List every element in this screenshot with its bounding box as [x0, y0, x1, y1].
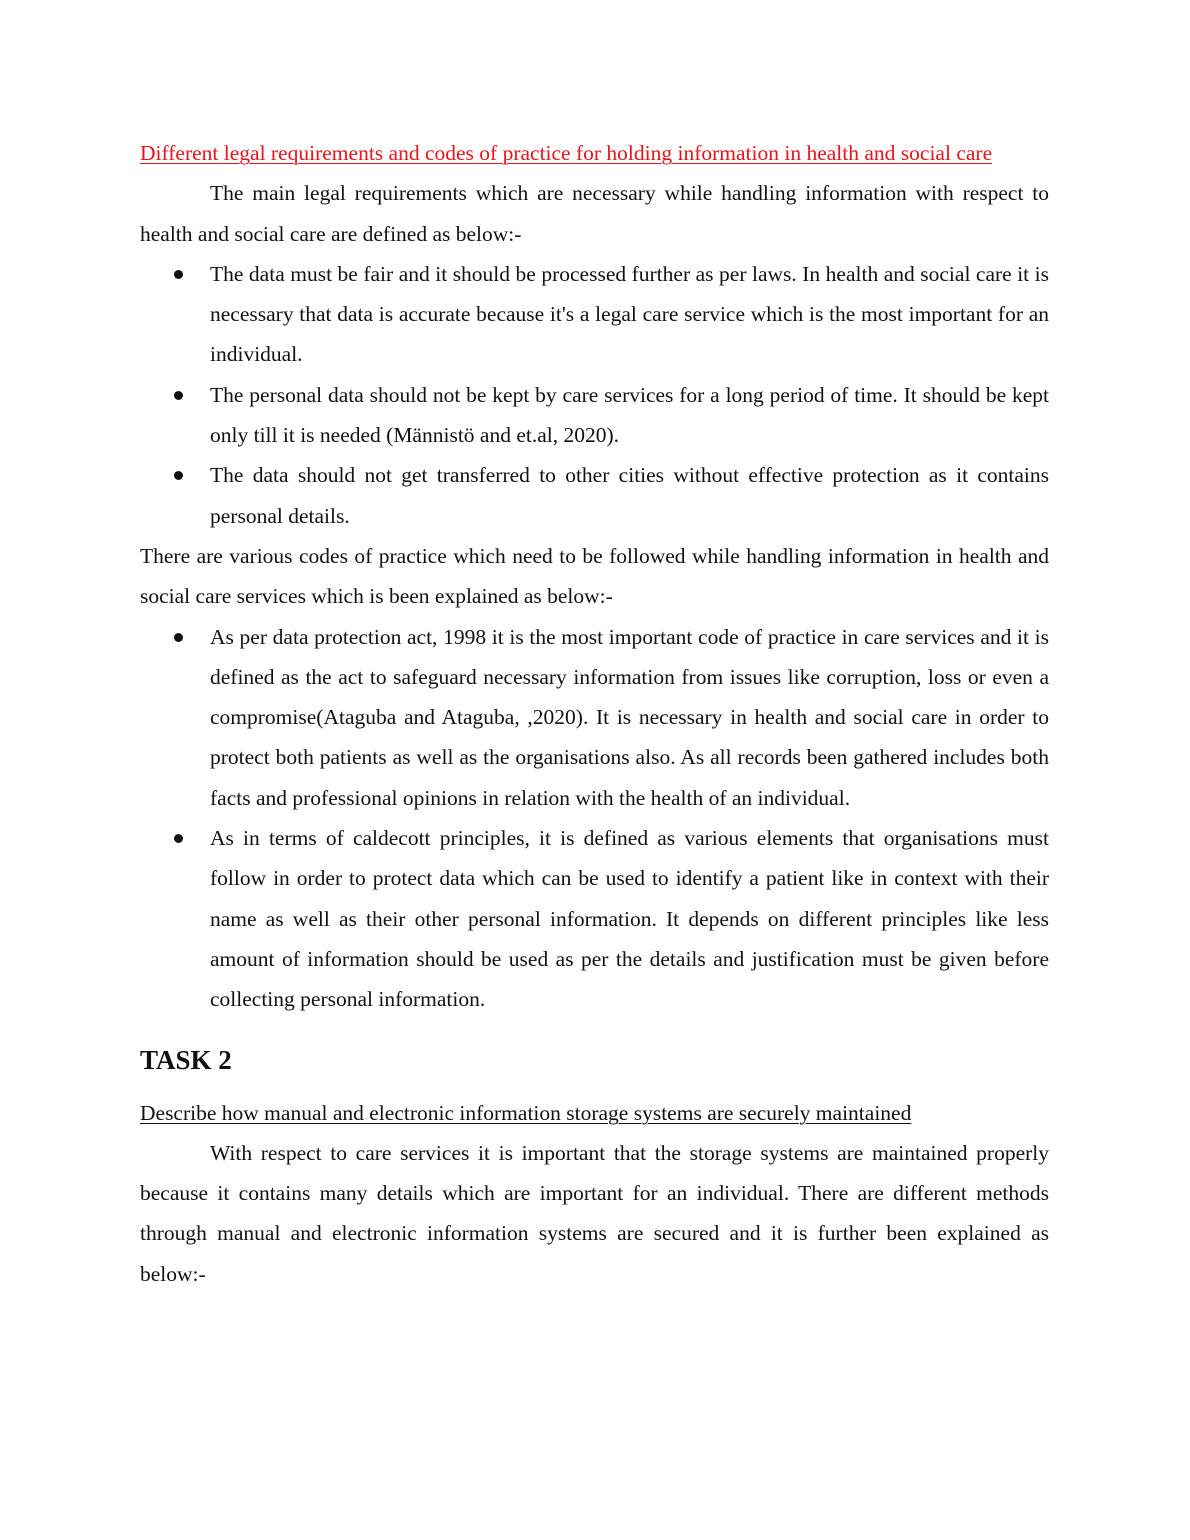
- task-paragraph: With respect to care services it is important that the storage systems are maintained properly because it contains many details which are important for an individual. There are different methods through manual and electronic information systems are secured and it is further been explained as below:-: [140, 1140, 1049, 1286]
- document-page: [140, 133, 1049, 1294]
- list-item-text: The data must be fair and it should be processed further as per laws. In health and social care it is necessary that data is accurate because it's a legal care service which is the most important for an individual.: [210, 261, 1049, 367]
- list-item: [140, 617, 1049, 818]
- list-item: [140, 254, 1049, 375]
- bullet-icon: [174, 391, 183, 400]
- task-title: TASK 2: [140, 1044, 232, 1075]
- list-item: [140, 455, 1049, 536]
- bullet-icon: [174, 270, 183, 279]
- section-heading: Different legal requirements and codes of practice for holding information in health and social care: [140, 141, 993, 165]
- list-item: [140, 375, 1049, 456]
- bullet-icon: [174, 471, 183, 480]
- legal-requirements-intro: The main legal requirements which are necessary while handling information with respect to health and social care are defined as below:-: [140, 181, 1049, 246]
- bullet-icon: [174, 834, 183, 843]
- codes-of-practice-list: [140, 617, 1049, 1020]
- codes-of-practice-intro: There are various codes of practice which need to be followed while handling information in health and social care services which is been explained as below:-: [140, 543, 1049, 609]
- list-item-text: The personal data should not be kept by care services for a long period of time. It should be kept only till it is needed (Männistö and et.al, 2020).: [210, 382, 1049, 448]
- task-subheading: Describe how manual and electronic information storage systems are securely maintained: [140, 1100, 912, 1125]
- list-item-text: The data should not get transferred to other cities without effective protection as it contains personal details.: [210, 463, 1049, 528]
- bullet-icon: [174, 633, 183, 642]
- list-item: [140, 818, 1049, 1019]
- list-item-text: As per data protection act, 1998 it is the most important code of practice in care services and it is defined as the act to safeguard necessary information from issues like corruption, loss or even a compromise(Ataguba and Ataguba, ,2020). It is necessary in health and social care in order to protect both patients as well as the organisations also. As all records been gathered includes both facts and professional opinions in relation with the health of an individual.: [210, 624, 1049, 810]
- list-item-text: As in terms of caldecott principles, it is defined as various elements that organisations must follow in order to protect data which can be used to identify a patient like in context with their name as well as their other personal information. It depends on different principles like less amount of information should be used as per the details and justification must be given before collecting personal information.: [210, 826, 1049, 1012]
- legal-requirements-list: [140, 254, 1049, 536]
